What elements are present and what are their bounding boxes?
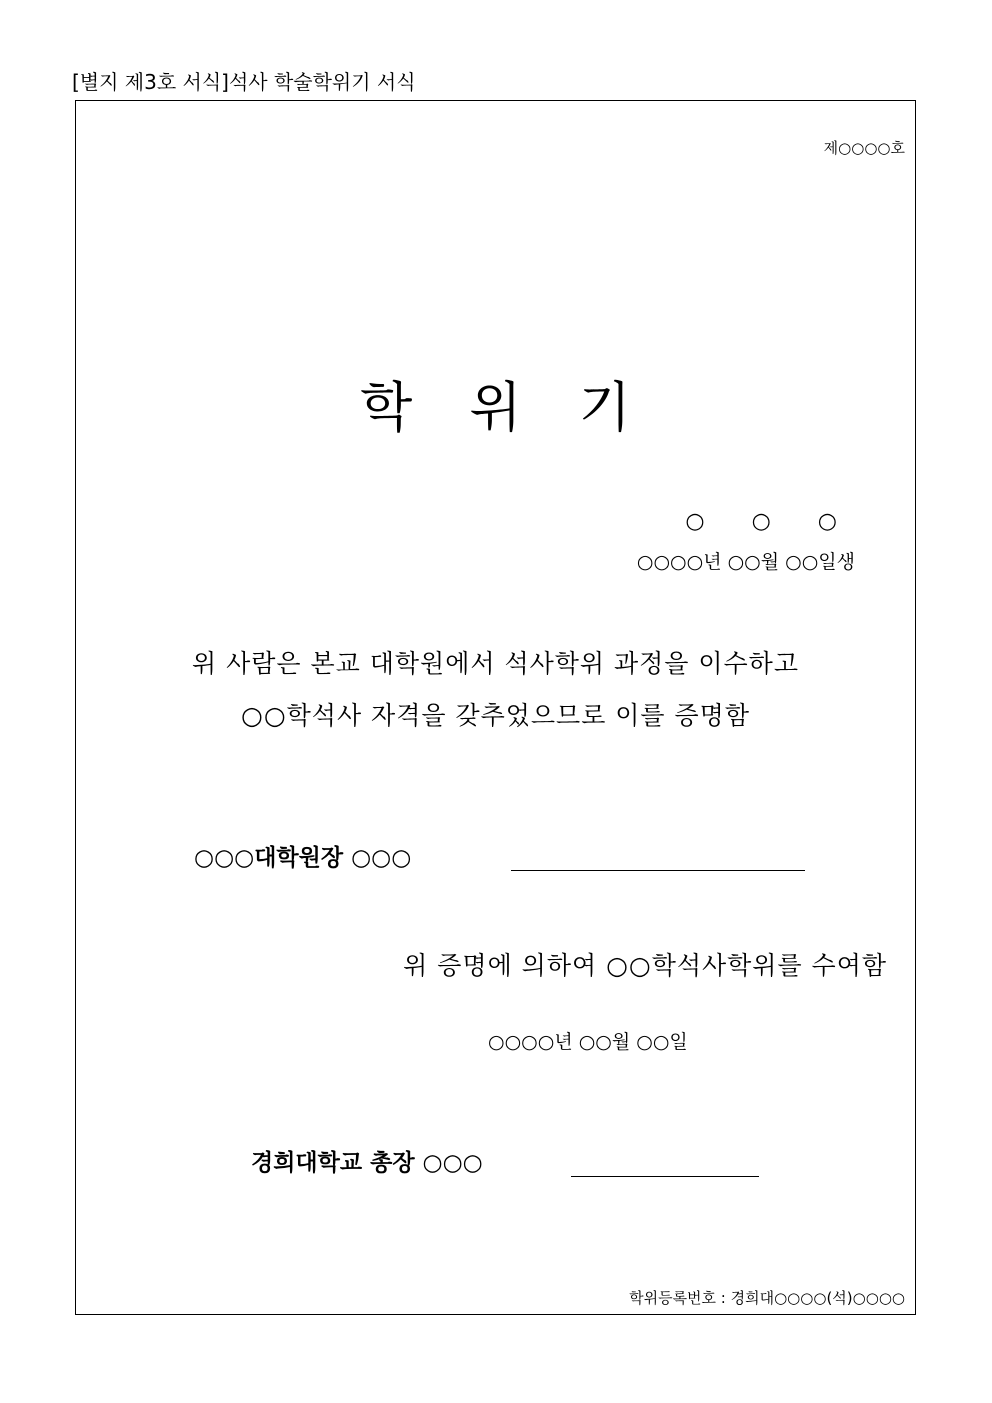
- body-text-line-2: ○○학석사 자격을 갖추었으므로 이를 증명함: [241, 701, 750, 730]
- dean-signature-line: [511, 870, 805, 871]
- president-signature-line: [571, 1176, 759, 1177]
- holder-name: ○ ○ ○: [685, 509, 857, 534]
- president-signature: 경희대학교 총장 ○○○: [251, 1149, 483, 1176]
- certificate-number: 제○○○○호: [823, 139, 905, 157]
- certificate-title: 학 위 기: [360, 376, 651, 439]
- body-text-line-1: 위 사람은 본교 대학원에서 석사학위 과정을 이수하고: [192, 649, 799, 678]
- birth-date: ○○○○년 ○○월 ○○일생: [636, 551, 855, 573]
- conferral-statement: 위 증명에 의하여 ○○학석사학위를 수여함: [403, 951, 887, 980]
- dean-signature: ○○○대학원장 ○○○: [194, 844, 412, 871]
- certificate-frame: [75, 100, 916, 1315]
- registration-number: 학위등록번호 : 경희대○○○○(석)○○○○: [629, 1289, 905, 1307]
- award-date: ○○○○년 ○○월 ○○일: [488, 1031, 688, 1053]
- form-label: [별지 제3호 서식]석사 학술학위기 서식: [72, 70, 416, 94]
